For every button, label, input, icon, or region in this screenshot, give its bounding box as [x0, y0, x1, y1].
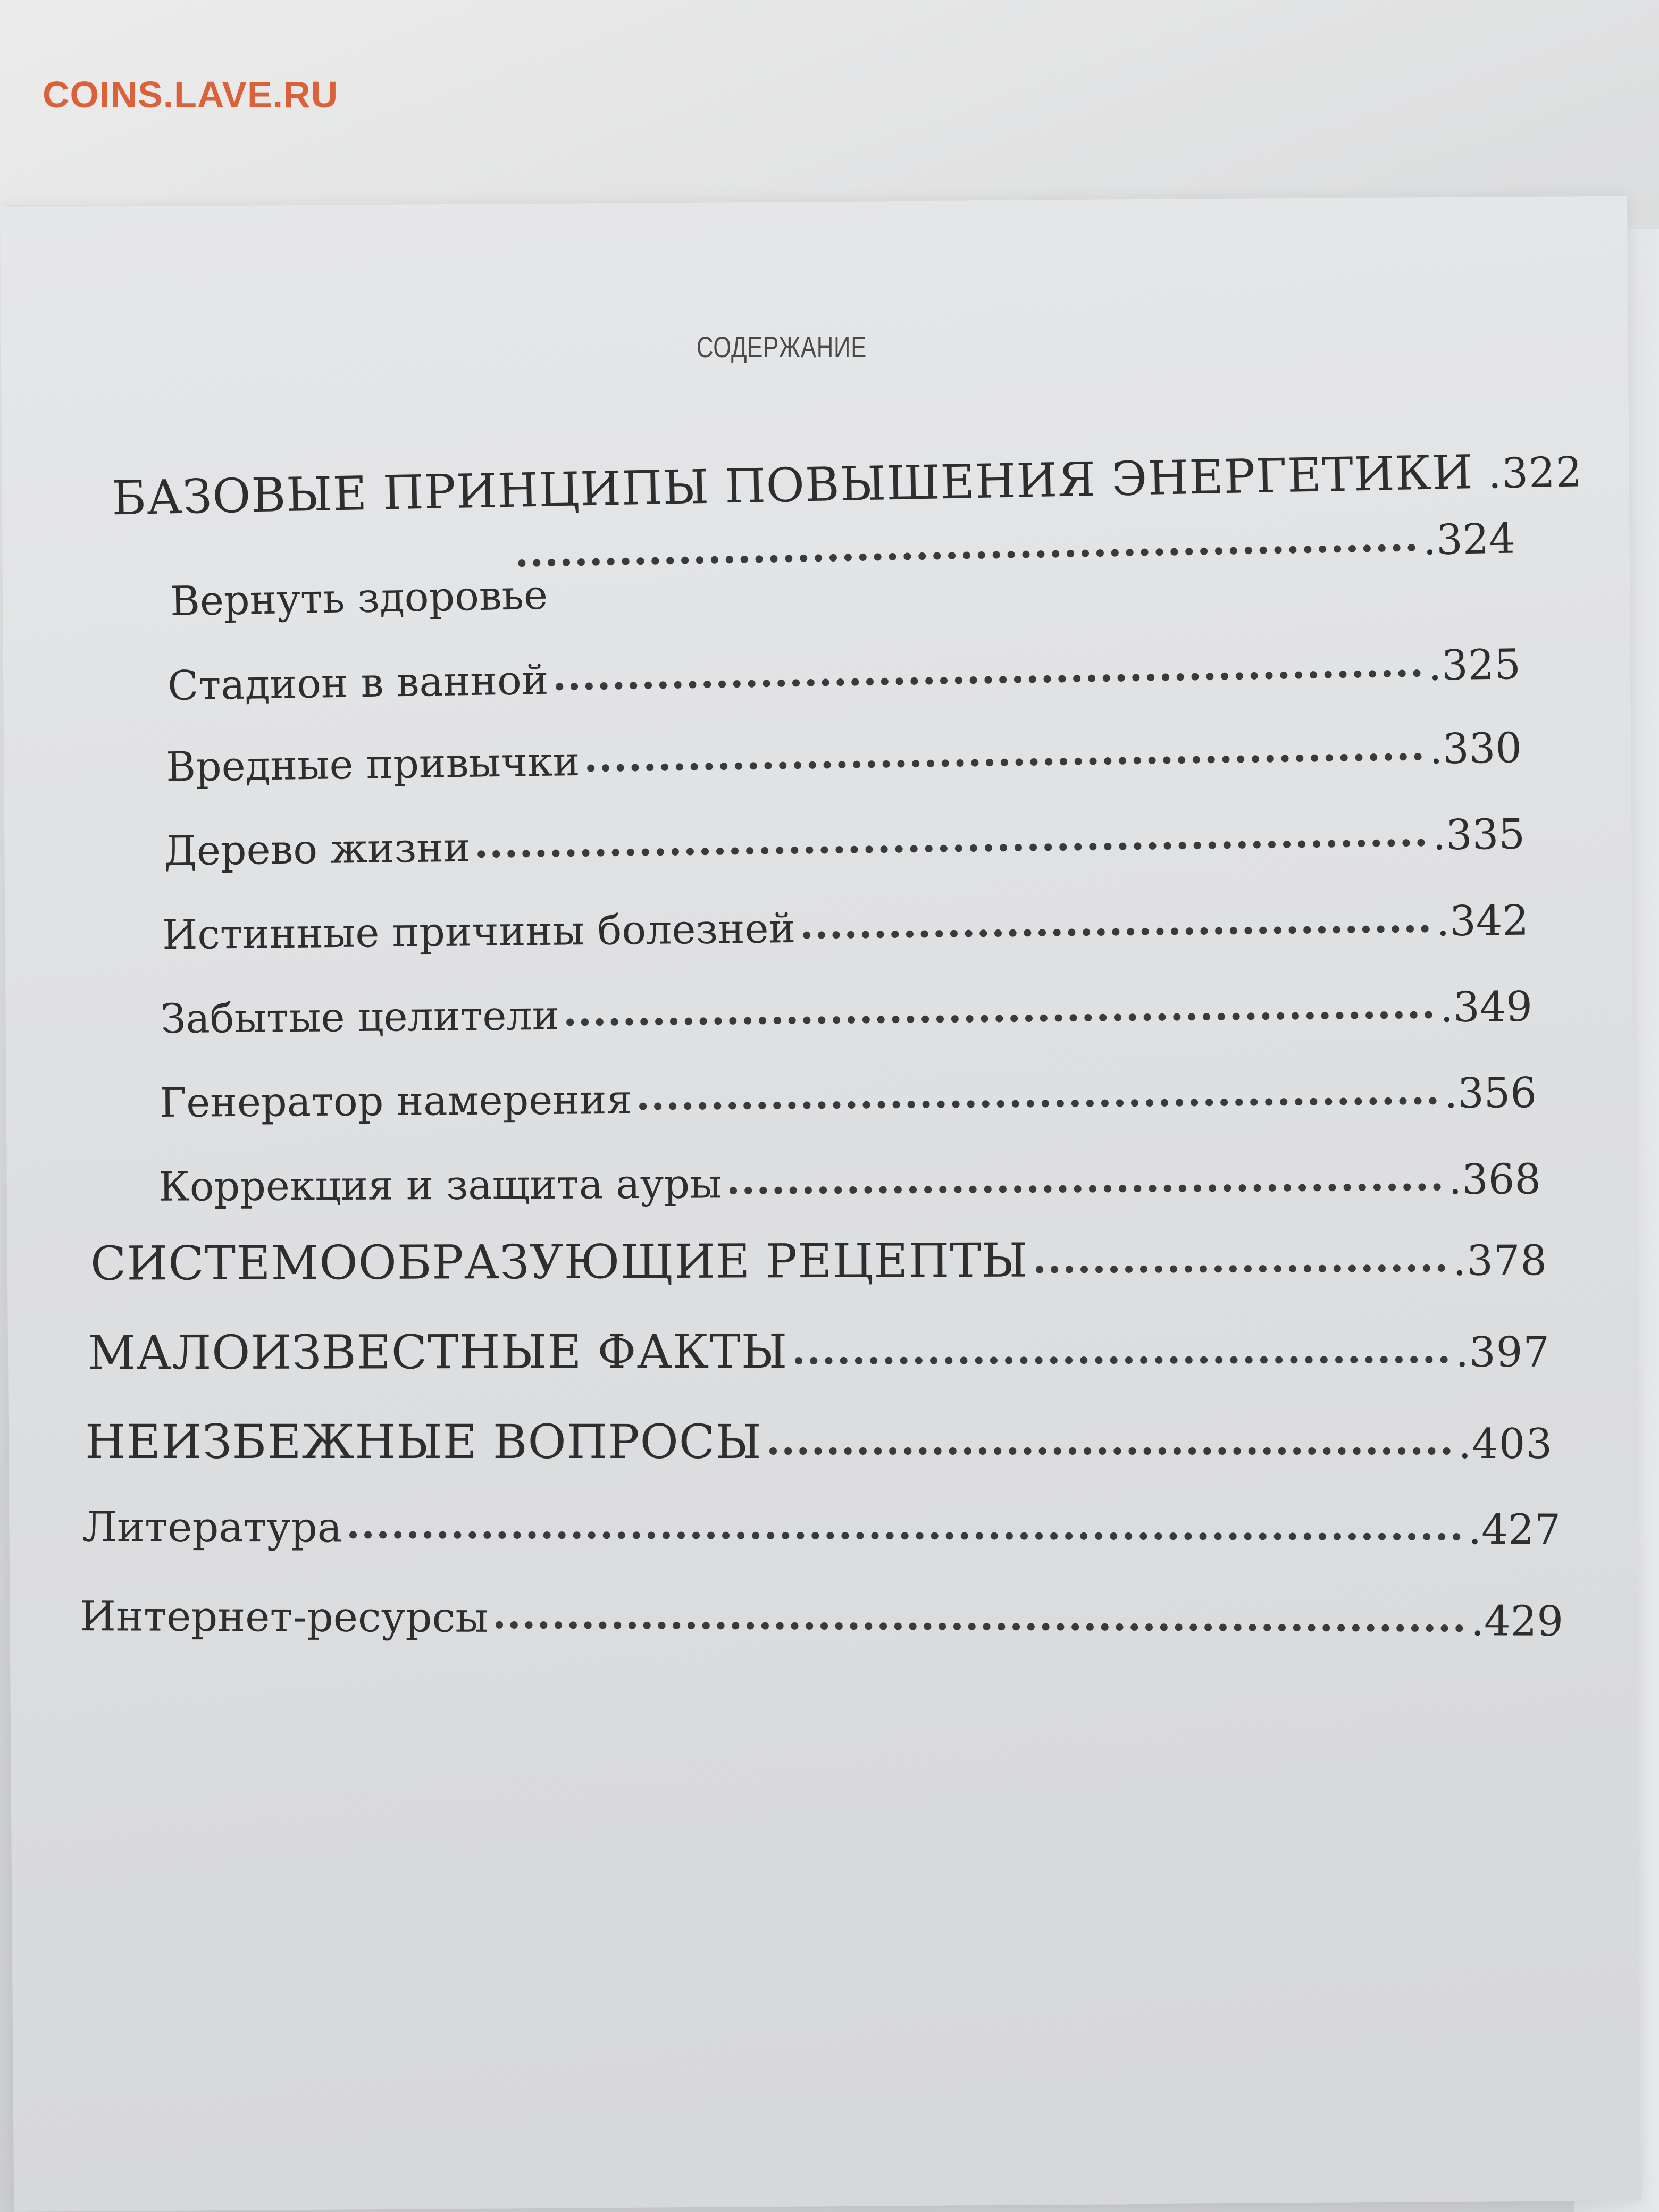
toc-leader: [556, 669, 1421, 691]
toc-entry-title: СИСТЕМООБРАЗУЮЩИЕ РЕЦЕПТЫ: [90, 1233, 1028, 1291]
toc-leader: [349, 1531, 1461, 1540]
toc-entry-page: .429: [1471, 1597, 1564, 1646]
toc-entry-title: Стадион в ванной: [167, 656, 549, 709]
toc-leader: [795, 1356, 1448, 1364]
toc-entry-title: Коррекция и защита ауры: [158, 1160, 722, 1210]
toc-entry-page: .356: [1444, 1069, 1537, 1118]
toc-entry-title: Забытые целители: [160, 991, 559, 1043]
toc-entry: [160, 1069, 1537, 1127]
toc-entry-page: .368: [1448, 1155, 1541, 1204]
toc-entry-title: Литература: [82, 1503, 342, 1552]
toc-entry: [164, 810, 1526, 875]
toc-entry: [88, 1323, 1550, 1380]
toc-entry-page: .378: [1453, 1237, 1548, 1285]
toc-leader: [639, 1097, 1437, 1110]
toc-leader: [803, 925, 1429, 939]
toc-entry-title: Интернет-ресурсы: [79, 1593, 489, 1642]
toc-entry: [167, 641, 1521, 710]
toc-entry-page: .397: [1455, 1328, 1551, 1377]
toc-entry: [90, 1231, 1547, 1291]
watermark: COINS.LAVE.RU: [43, 74, 339, 115]
toc-entry: [170, 571, 548, 625]
toc-entry-title: Дерево жизни: [163, 823, 471, 875]
toc-entry-page: .349: [1439, 983, 1533, 1032]
toc-entry-page: .427: [1468, 1506, 1561, 1554]
toc-entry: [162, 897, 1529, 959]
toc-leader: [518, 544, 1415, 567]
toc-entry-page: .330: [1429, 724, 1522, 774]
toc-entry: [161, 983, 1533, 1043]
toc-entry-page: .403: [1458, 1420, 1553, 1468]
toc-leader: [496, 1621, 1463, 1632]
toc-leader: [566, 1011, 1432, 1026]
toc-entry-page: .322: [1487, 448, 1583, 498]
toc-entry-page: .324: [1422, 515, 1516, 565]
toc-entry-page: .335: [1432, 810, 1526, 860]
toc-leader: [769, 1447, 1451, 1455]
toc-entry-title: БАЗОВЫЕ ПРИНЦИПЫ ПОВЫШЕНИЯ ЭНЕРГЕТИКИ: [111, 445, 1474, 526]
toc-entry: [165, 724, 1522, 791]
toc-entry-title: Вернуть здоровье: [170, 571, 548, 625]
toc-entry-title: Вредные привычки: [165, 737, 580, 791]
toc-entry-title: Генератор намерения: [159, 1075, 632, 1127]
toc-leader: [587, 753, 1422, 772]
toc-leader: [730, 1183, 1442, 1194]
toc-entry-title: НЕИЗБЕЖНЫЕ ВОПРОСЫ: [85, 1414, 762, 1469]
toc-entry-page: .325: [1428, 641, 1521, 690]
toc-entry: [158, 1155, 1541, 1211]
toc-leader: [1036, 1264, 1446, 1273]
toc-entry: [111, 444, 1583, 526]
running-head: СОДЕРЖАНИЕ: [696, 330, 867, 364]
toc-entry-title: Истинные причины болезней: [162, 904, 796, 959]
toc-leader: [478, 839, 1426, 858]
toc-entry-title: МАЛОИЗВЕСТНЫЕ ФАКТЫ: [87, 1324, 788, 1380]
toc-entry: [80, 1593, 1563, 1646]
toc-entry: [82, 1504, 1561, 1554]
toc-entry: [510, 515, 1515, 581]
toc-entry-page: .342: [1436, 896, 1529, 946]
toc-entry: [85, 1414, 1553, 1469]
